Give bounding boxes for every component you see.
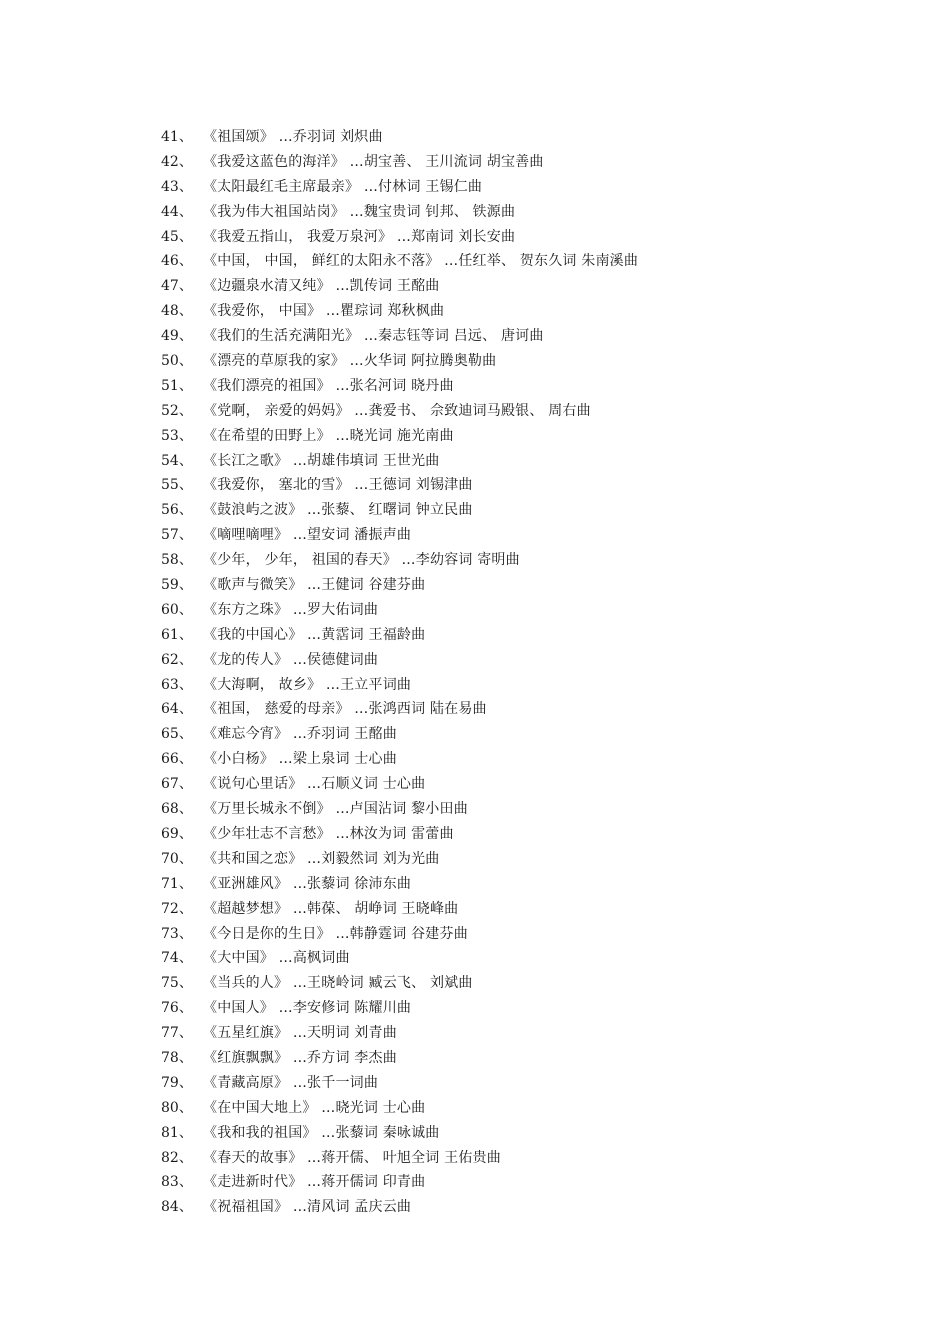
item-number: 44、 xyxy=(161,203,193,220)
song-entry-text: 《小白杨》 …梁上泉词 士心曲 xyxy=(203,751,397,768)
song-entry-text: 《难忘今宵》 …乔羽词 王酩曲 xyxy=(203,726,397,743)
item-number: 72、 xyxy=(161,900,193,917)
list-item xyxy=(161,946,638,971)
item-number: 54、 xyxy=(161,452,193,469)
song-entry-text: 《少年壮志不言愁》 …林汝为词 雷蕾曲 xyxy=(203,825,454,842)
item-number: 56、 xyxy=(161,502,193,519)
item-number: 65、 xyxy=(161,726,193,743)
list-item xyxy=(161,747,638,772)
song-entry-text: 《我们的生活充满阳光》 …秦志钰等词 吕远、 唐诃曲 xyxy=(203,328,544,345)
item-number: 81、 xyxy=(161,1124,193,1141)
list-item xyxy=(161,200,638,225)
song-entry-text: 《大中国》 …高枫词曲 xyxy=(203,950,350,967)
song-entry-text: 《漂亮的草原我的家》 …火华词 阿拉腾奥勒曲 xyxy=(203,353,497,370)
list-item xyxy=(161,772,638,797)
list-item xyxy=(161,374,638,399)
item-number: 63、 xyxy=(161,676,193,693)
list-item xyxy=(161,673,638,698)
list-item xyxy=(161,722,638,747)
item-number: 83、 xyxy=(161,1174,193,1191)
list-item xyxy=(161,424,638,449)
song-entry-text: 《青藏高原》 …张千一词曲 xyxy=(203,1074,379,1091)
song-entry-text: 《我的中国心》 …黄霑词 王福龄曲 xyxy=(203,626,426,643)
item-number: 60、 xyxy=(161,601,193,618)
song-entry-text: 《我爱这蓝色的海洋》 …胡宝善、 王川流词 胡宝善曲 xyxy=(203,153,544,170)
song-entry-text: 《走进新时代》 …蒋开儒词 印青曲 xyxy=(203,1174,426,1191)
song-entry-text: 《龙的传人》 …侯德健词曲 xyxy=(203,651,379,668)
list-item xyxy=(161,1121,638,1146)
item-number: 59、 xyxy=(161,577,193,594)
song-entry-text: 《说句心里话》 …石顺义词 士心曲 xyxy=(203,776,426,793)
list-item xyxy=(161,822,638,847)
song-entry-text: 《我和我的祖国》 …张藜词 秦咏诚曲 xyxy=(203,1124,440,1141)
list-item xyxy=(161,1146,638,1171)
song-entry-text: 《春天的故事》 …蒋开儒、 叶旭全词 王佑贵曲 xyxy=(203,1149,501,1166)
song-entry-text: 《我们漂亮的祖国》 …张名河词 晓丹曲 xyxy=(203,377,454,394)
list-item xyxy=(161,150,638,175)
item-number: 80、 xyxy=(161,1099,193,1116)
list-item xyxy=(161,498,638,523)
song-entry-text: 《边疆泉水清又纯》 …凯传词 王酩曲 xyxy=(203,278,440,295)
song-entry-text: 《五星红旗》 …天明词 刘青曲 xyxy=(203,1025,397,1042)
song-entry-text: 《亚洲雄风》 …张藜词 徐沛东曲 xyxy=(203,875,412,892)
list-item xyxy=(161,1021,638,1046)
song-entry-text: 《东方之珠》 …罗大佑词曲 xyxy=(203,601,379,618)
item-number: 58、 xyxy=(161,552,193,569)
item-number: 51、 xyxy=(161,377,193,394)
item-number: 42、 xyxy=(161,153,193,170)
item-number: 78、 xyxy=(161,1049,193,1066)
list-item xyxy=(161,523,638,548)
item-number: 50、 xyxy=(161,353,193,370)
item-number: 79、 xyxy=(161,1074,193,1091)
list-item xyxy=(161,797,638,822)
item-number: 61、 xyxy=(161,626,193,643)
list-item xyxy=(161,299,638,324)
song-entry-text: 《祖国， 慈爱的母亲》 …张鸿西词 陆在易曲 xyxy=(203,701,487,718)
list-item xyxy=(161,399,638,424)
list-item xyxy=(161,1096,638,1121)
song-entry-text: 《我为伟大祖国站岗》 …魏宝贵词 钊邦、 铁源曲 xyxy=(203,203,516,220)
song-entry-text: 《在中国大地上》 …晓光词 士心曲 xyxy=(203,1099,426,1116)
item-number: 49、 xyxy=(161,328,193,345)
list-item xyxy=(161,249,638,274)
song-entry-text: 《党啊， 亲爱的妈妈》 …龚爱书、 佘致迪词马殿银、 周右曲 xyxy=(203,402,591,419)
item-number: 68、 xyxy=(161,801,193,818)
item-number: 55、 xyxy=(161,477,193,494)
item-number: 41、 xyxy=(161,129,193,145)
song-entry-text: 《少年， 少年， 祖国的春天》 …李幼容词 寄明曲 xyxy=(203,552,520,569)
item-number: 48、 xyxy=(161,303,193,320)
item-number: 57、 xyxy=(161,527,193,544)
list-item xyxy=(161,598,638,623)
item-number: 45、 xyxy=(161,228,193,245)
list-item xyxy=(161,897,638,922)
item-number: 52、 xyxy=(161,402,193,419)
list-item xyxy=(161,125,638,150)
item-number: 74、 xyxy=(161,950,193,967)
item-number: 67、 xyxy=(161,776,193,793)
song-entry-text: 《大海啊， 故乡》 …王立平词曲 xyxy=(203,676,412,693)
list-item xyxy=(161,697,638,722)
song-entry-text: 《万里长城永不倒》 …卢国沾词 黎小田曲 xyxy=(203,801,468,818)
song-entry-text: 《祖国颂》 …乔羽词 刘炽曲 xyxy=(203,129,383,145)
list-item xyxy=(161,1195,638,1220)
item-number: 53、 xyxy=(161,427,193,444)
list-item xyxy=(161,573,638,598)
list-item xyxy=(161,274,638,299)
list-item xyxy=(161,225,638,250)
song-entry-text: 《鼓浪屿之波》 …张藜、 红曙词 钟立民曲 xyxy=(203,502,473,519)
item-number: 69、 xyxy=(161,825,193,842)
song-entry-text: 《祝福祖国》 …清风词 孟庆云曲 xyxy=(203,1199,412,1216)
list-item xyxy=(161,349,638,374)
item-number: 64、 xyxy=(161,701,193,718)
song-entry-text: 《歌声与微笑》 …王健词 谷建芬曲 xyxy=(203,577,426,594)
list-item xyxy=(161,847,638,872)
song-entry-text: 《今日是你的生日》 …韩静霆词 谷建芬曲 xyxy=(203,925,468,942)
list-item xyxy=(161,1071,638,1096)
list-item xyxy=(161,971,638,996)
list-item xyxy=(161,324,638,349)
item-number: 47、 xyxy=(161,278,193,295)
list-item xyxy=(161,449,638,474)
song-entry-text: 《共和国之恋》 …刘毅然词 刘为光曲 xyxy=(203,850,440,867)
list-item xyxy=(161,996,638,1021)
song-entry-text: 《我爱五指山， 我爱万泉河》 …郑南词 刘长安曲 xyxy=(203,228,516,245)
item-number: 70、 xyxy=(161,850,193,867)
item-number: 84、 xyxy=(161,1199,193,1216)
item-number: 77、 xyxy=(161,1025,193,1042)
song-entry-text: 《中国， 中国， 鲜红的太阳永不落》 …任红举、 贺东久词 朱南溪曲 xyxy=(203,253,639,270)
song-list xyxy=(161,125,638,1220)
list-item xyxy=(161,623,638,648)
list-item xyxy=(161,872,638,897)
item-number: 62、 xyxy=(161,651,193,668)
song-entry-text: 《中国人》 …李安修词 陈耀川曲 xyxy=(203,1000,412,1017)
song-entry-text: 《超越梦想》 …韩葆、 胡峥词 王晓峰曲 xyxy=(203,900,459,917)
song-entry-text: 《嘀哩嘀哩》 …望安词 潘振声曲 xyxy=(203,527,412,544)
song-entry-text: 《在希望的田野上》 …晓光词 施光南曲 xyxy=(203,427,454,444)
item-number: 66、 xyxy=(161,751,193,768)
item-number: 43、 xyxy=(161,178,193,195)
list-item xyxy=(161,175,638,200)
item-number: 82、 xyxy=(161,1149,193,1166)
song-entry-text: 《我爱你， 中国》 …瞿琮词 郑秋枫曲 xyxy=(203,303,445,320)
item-number: 73、 xyxy=(161,925,193,942)
song-entry-text: 《当兵的人》 …王晓岭词 臧云飞、 刘斌曲 xyxy=(203,975,473,992)
list-item xyxy=(161,473,638,498)
list-item xyxy=(161,548,638,573)
item-number: 46、 xyxy=(161,253,193,270)
song-entry-text: 《红旗飘飘》 …乔方词 李杰曲 xyxy=(203,1049,397,1066)
item-number: 75、 xyxy=(161,975,193,992)
item-number: 71、 xyxy=(161,875,193,892)
song-entry-text: 《太阳最红毛主席最亲》 …付林词 王锡仁曲 xyxy=(203,178,483,195)
song-entry-text: 《长江之歌》 …胡雄伟填词 王世光曲 xyxy=(203,452,440,469)
song-entry-text: 《我爱你， 塞北的雪》 …王德词 刘锡津曲 xyxy=(203,477,473,494)
list-item xyxy=(161,648,638,673)
list-item xyxy=(161,922,638,947)
item-number: 76、 xyxy=(161,1000,193,1017)
list-item xyxy=(161,1170,638,1195)
list-item xyxy=(161,1046,638,1071)
